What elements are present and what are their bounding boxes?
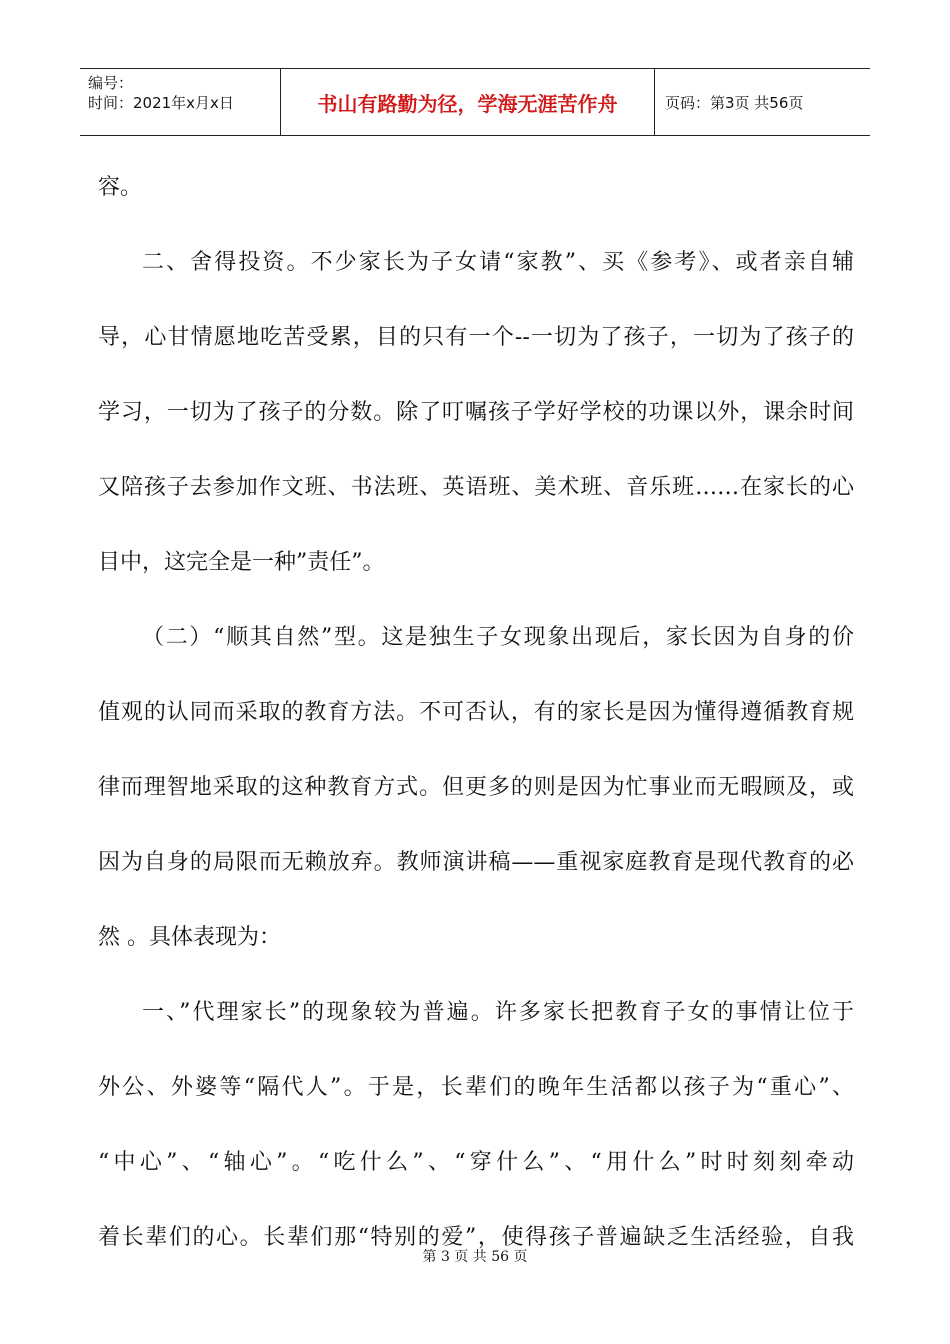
body-line: 又陪孩子去参加作文班、书法班、英语班、美术班、音乐班……在家长的心 xyxy=(98,475,854,500)
page-info-text: 页码：第3页 共56页 xyxy=(665,93,804,112)
motto-text: 书山有路勤为径，学海无涯苦作舟 xyxy=(317,91,618,116)
body-line: 学习，一切为了孩子的分数。除了叮嘱孩子学好学校的功课以外，课余时间 xyxy=(98,400,854,425)
body-line: 律而理智地采取的这种教育方式。但更多的则是因为忙事业而无暇顾及，或 xyxy=(98,775,854,800)
body-line: （二）“顺其自然”型。这是独生子女现象出现后，家长因为自身的价 xyxy=(142,625,854,650)
motto-cell xyxy=(281,69,655,135)
body-line: 然 。具体表现为： xyxy=(98,925,281,950)
body-line: “中心”、“轴心”。“吃什么”、“穿什么”、“用什么”时时刻刻牵动 xyxy=(98,1150,854,1175)
header-meta-cell xyxy=(80,69,281,135)
time-label: 时间：2021年x月x日 xyxy=(88,94,234,112)
body-line: 目中，这完全是一种”责任”。 xyxy=(98,550,385,575)
body-line: 因为自身的局限而无赖放弃。教师演讲稿——重视家庭教育是现代教育的必 xyxy=(98,850,854,875)
body-line: 着长辈们的心。长辈们那“特别的爱”，使得孩子普遍缺乏生活经验，自我 xyxy=(98,1225,854,1250)
body-line: 导，心甘情愿地吃苦受累，目的只有一个--一切为了孩子，一切为了孩子的 xyxy=(98,325,854,350)
body-line: 一、”代理家长”的现象较为普遍。许多家长把教育子女的事情让位于 xyxy=(142,1000,854,1025)
body-line: 二、舍得投资。不少家长为子女请“家教”、买《参考》、或者亲自辅 xyxy=(142,250,854,275)
number-label: 编号： xyxy=(88,74,134,92)
body-line: 值观的认同而采取的教育方法。不可否认，有的家长是因为懂得遵循教育规 xyxy=(98,700,854,725)
header-table xyxy=(80,68,870,136)
page-info-cell xyxy=(655,69,870,135)
document-body xyxy=(98,150,854,1275)
body-line: 外公、外婆等“隔代人”。于是，长辈们的晚年生活都以孩子为“重心”、 xyxy=(98,1075,854,1100)
body-line: 容。 xyxy=(98,175,143,200)
page-footer xyxy=(0,1246,950,1266)
footer-page-number: 第 3 页 共 56 页 xyxy=(422,1249,528,1265)
